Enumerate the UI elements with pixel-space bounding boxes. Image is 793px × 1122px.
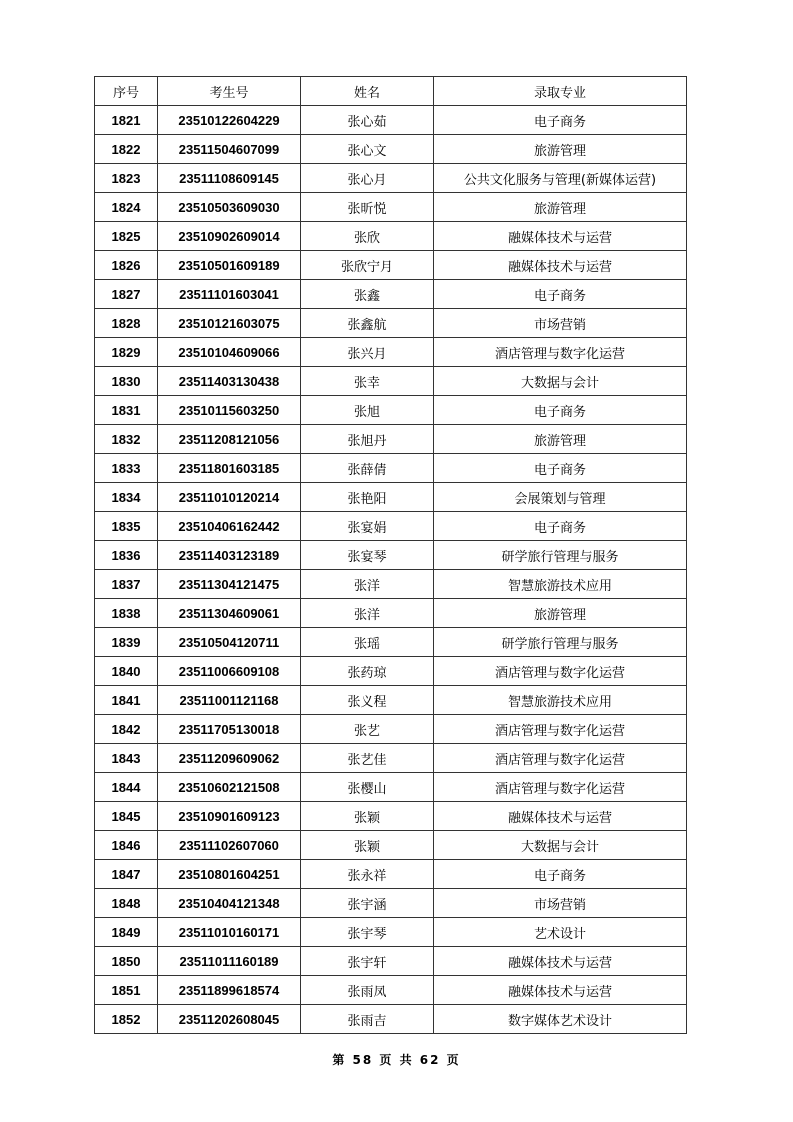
admitted-major: 电子商务 (434, 512, 687, 541)
admitted-major: 电子商务 (434, 396, 687, 425)
table-row (95, 628, 687, 657)
student-name: 张旭 (301, 396, 434, 425)
student-name: 张颖 (301, 802, 434, 831)
admitted-major: 电子商务 (434, 106, 687, 135)
student-name: 张兴月 (301, 338, 434, 367)
exam-number: 23510503609030 (158, 193, 301, 222)
admitted-major: 旅游管理 (434, 135, 687, 164)
student-name: 张宇涵 (301, 889, 434, 918)
exam-number: 23510801604251 (158, 860, 301, 889)
row-index: 1836 (95, 541, 158, 570)
exam-number: 23511006609108 (158, 657, 301, 686)
student-name: 张宴娟 (301, 512, 434, 541)
exam-number: 23511801603185 (158, 454, 301, 483)
row-index: 1841 (95, 686, 158, 715)
row-index: 1851 (95, 976, 158, 1005)
row-index: 1831 (95, 396, 158, 425)
student-name: 张薛倩 (301, 454, 434, 483)
row-index: 1824 (95, 193, 158, 222)
exam-number: 23510501609189 (158, 251, 301, 280)
row-index: 1837 (95, 570, 158, 599)
admitted-major: 大数据与会计 (434, 831, 687, 860)
student-name: 张药琼 (301, 657, 434, 686)
admitted-major: 智慧旅游技术应用 (434, 686, 687, 715)
row-index: 1823 (95, 164, 158, 193)
table-row (95, 309, 687, 338)
admitted-major: 艺术设计 (434, 918, 687, 947)
exam-number: 23511705130018 (158, 715, 301, 744)
admitted-major: 融媒体技术与运营 (434, 251, 687, 280)
student-name: 张鑫 (301, 280, 434, 309)
exam-number: 23511899618574 (158, 976, 301, 1005)
admitted-major: 电子商务 (434, 860, 687, 889)
admitted-major: 旅游管理 (434, 425, 687, 454)
table-row (95, 164, 687, 193)
student-name: 张幸 (301, 367, 434, 396)
exam-number: 23510404121348 (158, 889, 301, 918)
student-name: 张鑫航 (301, 309, 434, 338)
row-index: 1821 (95, 106, 158, 135)
student-name: 张永祥 (301, 860, 434, 889)
exam-number: 23510122604229 (158, 106, 301, 135)
header-major: 录取专业 (434, 77, 687, 106)
student-name: 张义程 (301, 686, 434, 715)
student-name: 张宇琴 (301, 918, 434, 947)
admitted-major: 融媒体技术与运营 (434, 802, 687, 831)
row-index: 1850 (95, 947, 158, 976)
student-name: 张洋 (301, 599, 434, 628)
row-index: 1840 (95, 657, 158, 686)
admitted-major: 市场营销 (434, 889, 687, 918)
row-index: 1838 (95, 599, 158, 628)
admitted-major: 旅游管理 (434, 193, 687, 222)
student-name: 张雨吉 (301, 1005, 434, 1034)
row-index: 1848 (95, 889, 158, 918)
row-index: 1846 (95, 831, 158, 860)
student-name: 张宇轩 (301, 947, 434, 976)
student-name: 张瑶 (301, 628, 434, 657)
student-name: 张雨凤 (301, 976, 434, 1005)
exam-number: 23511202608045 (158, 1005, 301, 1034)
admitted-major: 电子商务 (434, 454, 687, 483)
table-row (95, 280, 687, 309)
admitted-major: 酒店管理与数字化运营 (434, 715, 687, 744)
table-row (95, 251, 687, 280)
exam-number: 23511504607099 (158, 135, 301, 164)
row-index: 1843 (95, 744, 158, 773)
exam-number: 23511209609062 (158, 744, 301, 773)
student-name: 张昕悦 (301, 193, 434, 222)
student-name: 张旭丹 (301, 425, 434, 454)
admitted-major: 酒店管理与数字化运营 (434, 338, 687, 367)
admitted-major: 智慧旅游技术应用 (434, 570, 687, 599)
exam-number: 23510104609066 (158, 338, 301, 367)
admitted-major: 研学旅行管理与服务 (434, 541, 687, 570)
exam-number: 23511011160189 (158, 947, 301, 976)
row-index: 1830 (95, 367, 158, 396)
admitted-major: 融媒体技术与运营 (434, 976, 687, 1005)
row-index: 1852 (95, 1005, 158, 1034)
row-index: 1832 (95, 425, 158, 454)
row-index: 1842 (95, 715, 158, 744)
admitted-major: 融媒体技术与运营 (434, 222, 687, 251)
student-name: 张心月 (301, 164, 434, 193)
row-index: 1847 (95, 860, 158, 889)
exam-number: 23511304609061 (158, 599, 301, 628)
exam-number: 23511010160171 (158, 918, 301, 947)
table-row (95, 976, 687, 1005)
row-index: 1827 (95, 280, 158, 309)
row-index: 1828 (95, 309, 158, 338)
exam-number: 23510121603075 (158, 309, 301, 338)
admitted-major: 电子商务 (434, 280, 687, 309)
table-row (95, 889, 687, 918)
exam-number: 23510902609014 (158, 222, 301, 251)
exam-number: 23511102607060 (158, 831, 301, 860)
table-row (95, 570, 687, 599)
student-name: 张欣宁月 (301, 251, 434, 280)
row-index: 1844 (95, 773, 158, 802)
student-name: 张艳阳 (301, 483, 434, 512)
student-name: 张心文 (301, 135, 434, 164)
row-index: 1849 (95, 918, 158, 947)
table-row (95, 396, 687, 425)
table-row (95, 1005, 687, 1034)
row-index: 1826 (95, 251, 158, 280)
table-row (95, 193, 687, 222)
exam-number: 23511001121168 (158, 686, 301, 715)
student-name: 张樱山 (301, 773, 434, 802)
row-index: 1833 (95, 454, 158, 483)
table-row (95, 454, 687, 483)
row-index: 1825 (95, 222, 158, 251)
admitted-major: 大数据与会计 (434, 367, 687, 396)
table-row (95, 918, 687, 947)
student-name: 张洋 (301, 570, 434, 599)
admitted-major: 酒店管理与数字化运营 (434, 657, 687, 686)
row-index: 1829 (95, 338, 158, 367)
table-row (95, 773, 687, 802)
exam-number: 23511010120214 (158, 483, 301, 512)
admitted-major: 会展策划与管理 (434, 483, 687, 512)
exam-number: 23511403130438 (158, 367, 301, 396)
table-row (95, 744, 687, 773)
header-index: 序号 (95, 77, 158, 106)
table-row (95, 512, 687, 541)
admitted-major: 融媒体技术与运营 (434, 947, 687, 976)
admitted-major: 酒店管理与数字化运营 (434, 773, 687, 802)
page-footer: 第 58 页 共 62 页 (332, 1053, 461, 1067)
exam-number: 23510504120711 (158, 628, 301, 657)
row-index: 1845 (95, 802, 158, 831)
exam-number: 23510115603250 (158, 396, 301, 425)
table-row (95, 338, 687, 367)
row-index: 1835 (95, 512, 158, 541)
table-row (95, 947, 687, 976)
exam-number: 23510602121508 (158, 773, 301, 802)
table-row (95, 106, 687, 135)
exam-number: 23511108609145 (158, 164, 301, 193)
table-row (95, 222, 687, 251)
table-row (95, 686, 687, 715)
table-row (95, 831, 687, 860)
table-row (95, 135, 687, 164)
exam-number: 23511101603041 (158, 280, 301, 309)
admitted-major: 酒店管理与数字化运营 (434, 744, 687, 773)
table-row (95, 715, 687, 744)
table-row (95, 599, 687, 628)
row-index: 1822 (95, 135, 158, 164)
student-name: 张宴琴 (301, 541, 434, 570)
table-row (95, 541, 687, 570)
table-row (95, 367, 687, 396)
exam-number: 23511304121475 (158, 570, 301, 599)
header-name: 姓名 (301, 77, 434, 106)
exam-number: 23510406162442 (158, 512, 301, 541)
table-header-row (95, 77, 687, 106)
exam-number: 23510901609123 (158, 802, 301, 831)
exam-number: 23511208121056 (158, 425, 301, 454)
exam-number: 23511403123189 (158, 541, 301, 570)
admitted-major: 市场营销 (434, 309, 687, 338)
student-name: 张艺 (301, 715, 434, 744)
row-index: 1834 (95, 483, 158, 512)
student-name: 张心茹 (301, 106, 434, 135)
admission-table (94, 76, 687, 1034)
admitted-major: 公共文化服务与管理(新媒体运营) (434, 164, 687, 193)
row-index: 1839 (95, 628, 158, 657)
table-row (95, 483, 687, 512)
table-row (95, 657, 687, 686)
admitted-major: 旅游管理 (434, 599, 687, 628)
student-name: 张艺佳 (301, 744, 434, 773)
table-row (95, 860, 687, 889)
header-exam-number: 考生号 (158, 77, 301, 106)
admitted-major: 研学旅行管理与服务 (434, 628, 687, 657)
student-name: 张颖 (301, 831, 434, 860)
admitted-major: 数字媒体艺术设计 (434, 1005, 687, 1034)
student-name: 张欣 (301, 222, 434, 251)
table-row (95, 425, 687, 454)
table-row (95, 802, 687, 831)
